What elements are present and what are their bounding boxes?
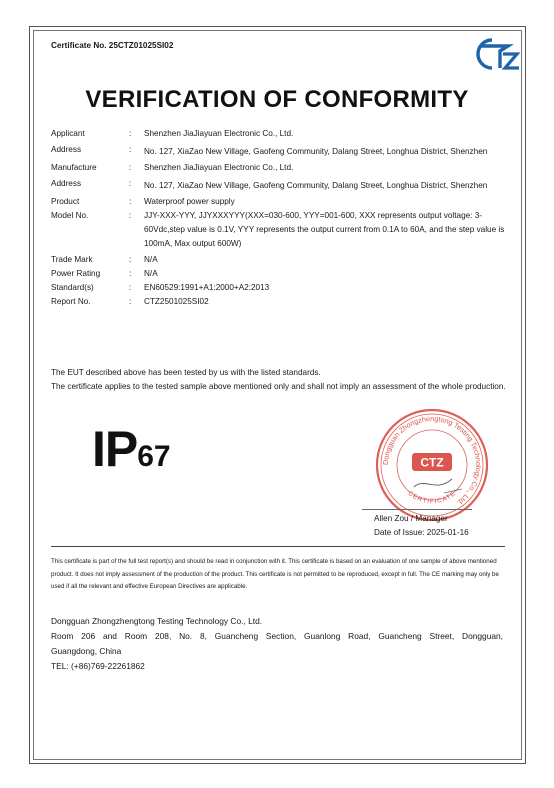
field-colon: : [129, 163, 132, 172]
official-seal-icon [374, 407, 490, 523]
field-label: Power Rating [51, 269, 101, 278]
field-label: Address [51, 145, 82, 154]
field-value: N/A [144, 269, 158, 278]
seal-center-text: CTZ [420, 455, 444, 470]
field-value: EN60529:1991+A1:2000+A2:2013 [144, 283, 270, 292]
certificate-number: Certificate No. 25CTZ01025SI02 [51, 41, 174, 50]
field-label: Product [51, 197, 80, 206]
divider [51, 546, 505, 547]
field-colon: : [129, 179, 132, 188]
field-colon: : [129, 269, 132, 278]
field-value: No. 127, XiaZao New Village, Gaofeng Community, Dalang Street, Longhua District, Shenzhen [144, 147, 488, 156]
document-title: VERIFICATION OF CONFORMITY [85, 86, 469, 113]
field-colon: : [129, 211, 132, 220]
field-value: Shenzhen JiaJiayuan Electronic Co., Ltd. [144, 163, 294, 172]
field-label: Manufacture [51, 163, 97, 172]
field-colon: : [129, 197, 132, 206]
disclaimer-text: This certificate is part of the full test report(s) and should be read in conjunction with it. This certificate is based on an evaluation of one sample of above mentioned product. It does not imply assessment of the production of the product. This certificate is not permitted to be reproduced, except in full. The CE marking may only be used if all the relevant and effective European Directives are applicable. [51, 558, 499, 591]
field-colon: : [129, 129, 132, 138]
field-applicant [51, 127, 511, 141]
seal-ring-text: Dongguan Zhongzhengtong Testing Technology Co., Ltd. [380, 413, 484, 508]
seal-bottom-text: CERTIFICATE [406, 489, 458, 506]
date-of-issue: Date of Issue: 2025-01-16 [374, 528, 469, 537]
company-info [51, 614, 503, 674]
field-label: Applicant [51, 129, 85, 138]
field-value: JJY-XXX-YYY, JJYXXXYYY(XXX=030-600, YYY=001-600, XXX represents output voltage: 3-60Vdc,step value is 0.1V, YYY represents the output current from 0.1A to 60A, and the step value is 100mA, Max output 600W) [144, 211, 505, 248]
field-value: Shenzhen JiaJiayuan Electronic Co., Ltd. [144, 129, 294, 138]
field-trade-mark [51, 253, 511, 267]
field-model-no [51, 209, 511, 251]
field-value: N/A [144, 255, 158, 264]
test-statement [51, 366, 511, 394]
company-address-line: Room 206 and Room 208, No. 8, Guancheng Section, Guanlong Road, Guancheng Street, Dongguan, [51, 631, 503, 641]
company-phone: TEL: (+86)769-22261862 [51, 661, 145, 671]
statement-line: The certificate applies to the tested sample above mentioned only and shall not imply an assessment of the whole production. [51, 382, 506, 391]
ip-rating [92, 420, 171, 478]
field-value: CTZ2501025SI02 [144, 297, 209, 306]
ctz-logo-icon [470, 34, 522, 74]
field-label: Model No. [51, 211, 89, 220]
svg-text:CERTIFICATE [406, 490, 457, 505]
field-product [51, 195, 511, 209]
ip-number: 67 [137, 440, 171, 473]
field-label: Standard(s) [51, 283, 94, 292]
ip-prefix: IP [92, 421, 138, 477]
field-report-no [51, 295, 511, 309]
field-colon: : [129, 297, 132, 306]
certificate-details [51, 127, 511, 309]
field-label: Address [51, 179, 82, 188]
field-manufacture [51, 161, 511, 175]
field-label: Trade Mark [51, 255, 93, 264]
field-colon: : [129, 145, 132, 154]
field-manufacture-address [51, 177, 511, 193]
field-power-rating [51, 267, 511, 281]
field-value: Waterproof power supply [144, 197, 235, 206]
signature-line [362, 509, 472, 510]
field-address [51, 143, 511, 159]
field-colon: : [129, 283, 132, 292]
field-colon: : [129, 255, 132, 264]
company-address-line: Guangdong, China [51, 646, 122, 656]
field-label: Report No. [51, 297, 91, 306]
signature-block [374, 512, 469, 540]
company-name: Dongguan Zhongzhengtong Testing Technology Co., Ltd. [51, 616, 263, 626]
field-value: No. 127, XiaZao New Village, Gaofeng Community, Dalang Street, Longhua District, Shenzhen [144, 181, 488, 190]
statement-line: The EUT described above has been tested by us with the listed standards. [51, 368, 321, 377]
field-standards [51, 281, 511, 295]
signatory-name: Allen Zou / Manager [374, 514, 448, 523]
